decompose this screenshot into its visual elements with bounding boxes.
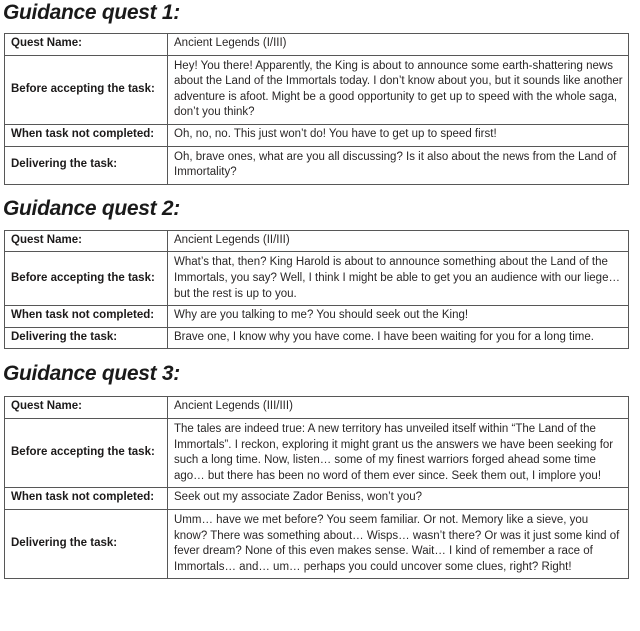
table-row — [5, 419, 629, 488]
quest-table-2 — [4, 230, 629, 350]
value-not-completed: Why are you talking to me? You should seek out the King! — [168, 306, 629, 328]
table-row — [5, 146, 629, 184]
guidance-quest-section-1 — [0, 0, 640, 185]
value-quest-name: Ancient Legends (I/III) — [168, 34, 629, 56]
section-heading-1: Guidance quest 1: — [3, 1, 180, 24]
label-quest-name: Quest Name: — [5, 230, 168, 252]
value-before-accepting: The tales are indeed true: A new territory has unveiled itself within “The Land of the Immortals”. I reckon, exploring it might grant us the answers we have been seeking for such a long time. Now, listen… some of my finest warriors forged ahead some time ago… but there has been no word of them ever since. Seek them out, I implore you! — [168, 419, 629, 488]
value-quest-name: Ancient Legends (III/III) — [168, 397, 629, 419]
table-row — [5, 55, 629, 124]
section-heading-3: Guidance quest 3: — [3, 362, 180, 386]
label-quest-name: Quest Name: — [5, 397, 168, 419]
label-delivering: Delivering the task: — [5, 146, 168, 184]
label-before-accepting: Before accepting the task: — [5, 252, 168, 306]
value-not-completed: Oh, no, no. This just won’t do! You have to get up to speed first! — [168, 125, 629, 147]
label-not-completed: When task not completed: — [5, 125, 168, 147]
label-not-completed: When task not completed: — [5, 488, 168, 510]
label-before-accepting: Before accepting the task: — [5, 55, 168, 124]
value-quest-name: Ancient Legends (II/III) — [168, 230, 629, 252]
label-before-accepting: Before accepting the task: — [5, 419, 168, 488]
value-not-completed: Seek out my associate Zador Beniss, won’t you? — [168, 488, 629, 510]
table-row — [5, 510, 629, 579]
label-delivering: Delivering the task: — [5, 327, 168, 349]
quest-table-1 — [4, 33, 629, 185]
table-row — [5, 230, 629, 252]
table-row — [5, 488, 629, 510]
table-row — [5, 34, 629, 56]
table-row — [5, 306, 629, 328]
table-row — [5, 252, 629, 306]
label-delivering: Delivering the task: — [5, 510, 168, 579]
label-not-completed: When task not completed: — [5, 306, 168, 328]
table-row — [5, 327, 629, 349]
guidance-quest-section-3 — [0, 349, 640, 579]
quest-table-3 — [4, 396, 629, 579]
guidance-quest-section-2 — [0, 185, 640, 350]
value-before-accepting: What’s that, then? King Harold is about to announce something about the Land of the Immortals, you say? Well, I think I might be able to get you an audience with our liege… but the rest is up to you. — [168, 252, 629, 306]
value-delivering: Brave one, I know why you have come. I have been waiting for you for a long time. — [168, 327, 629, 349]
section-heading-2: Guidance quest 2: — [3, 196, 180, 220]
value-before-accepting: Hey! You there! Apparently, the King is about to announce some earth-shattering news about the Land of the Immortals today. I don’t know about you, but it sounds like another adventure is afoot. Might be a good opportunity to get up to speed with the whole saga, don’t you think? — [168, 55, 629, 124]
table-row — [5, 125, 629, 147]
label-quest-name: Quest Name: — [5, 34, 168, 56]
value-delivering: Umm… have we met before? You seem familiar. Or not. Memory like a sieve, you know? There was something about… Wisps… wasn’t there? Or was it just some kind of fever dream? None of this even makes sense. Wait… I kind of remember a race of Immortals… and… um… perhaps you could uncover some clues, right? Right! — [168, 510, 629, 579]
value-delivering: Oh, brave ones, what are you all discussing? Is it also about the news from the Land of Immortality? — [168, 146, 629, 184]
table-row — [5, 397, 629, 419]
